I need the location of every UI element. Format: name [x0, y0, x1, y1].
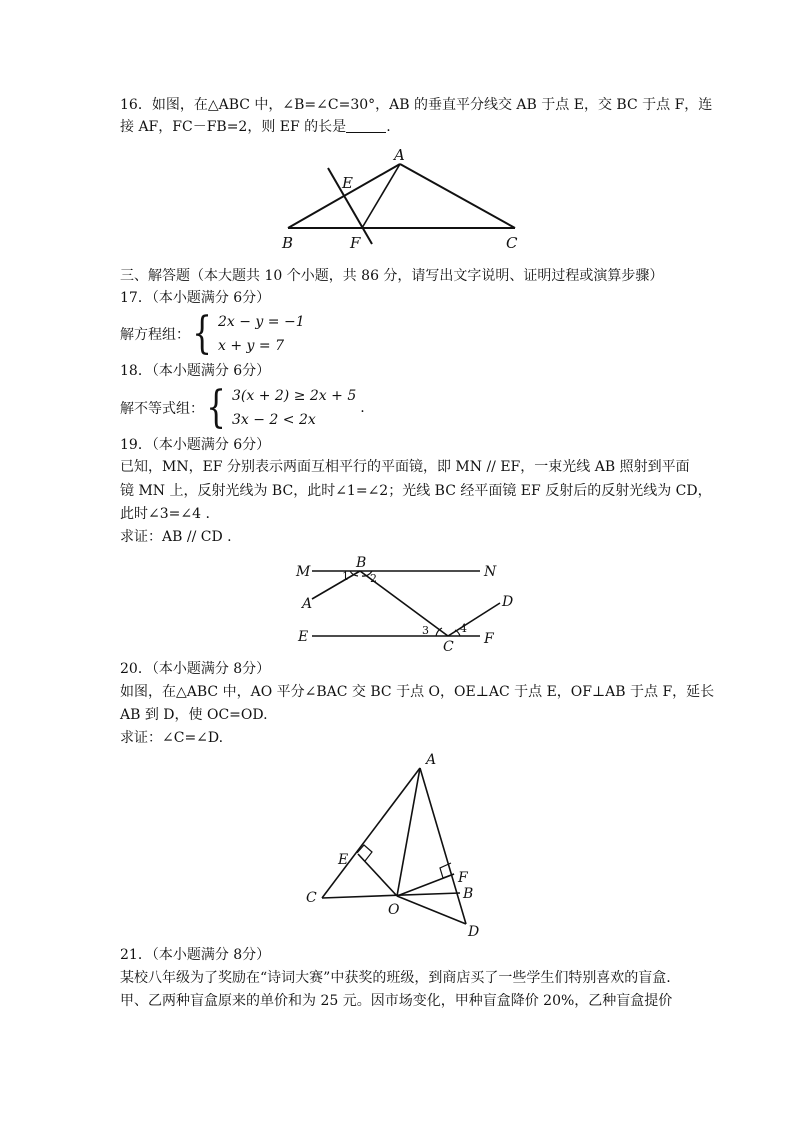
segment-od	[397, 896, 466, 924]
brace-icon: {	[192, 308, 212, 359]
q20-prove: 求证：∠C=∠D.	[120, 730, 224, 746]
ray-ab	[312, 571, 360, 599]
label-o: O	[388, 902, 400, 918]
label-f: F	[458, 870, 468, 886]
section-title: 三、解答题（本大题共 10 个小题，共 86 分，请写出文字说明、证明过程或演算步骤）	[120, 268, 664, 284]
label-e: E	[298, 629, 309, 645]
q16-line1: 16．如图，在△ABC 中，∠B=∠C=30°，AB 的垂直平分线交 AB 于点 E，交 BC 于点 F，连	[120, 97, 713, 113]
label-f: F	[484, 631, 494, 647]
label-c: C	[443, 639, 454, 655]
segment-ao	[397, 768, 420, 896]
q18-equations	[232, 384, 356, 432]
label-d: D	[502, 594, 514, 610]
q16-figure	[270, 140, 540, 255]
q16-line2-end: .	[386, 119, 391, 135]
q16-line2	[120, 116, 680, 138]
label-e: E	[338, 852, 349, 868]
q19-prove: 求证：AB // CD .	[120, 529, 232, 545]
label-4: 4	[460, 622, 467, 635]
label-a: A	[426, 752, 437, 768]
label-a: A	[302, 596, 313, 612]
side-ad	[420, 768, 466, 924]
q19-line1: 已知，MN，EF 分别表示两面互相平行的平面镜，即 MN // EF，一束光线 AB 照射到平面	[120, 459, 690, 475]
q20-figure	[300, 750, 500, 940]
q17-header: 17．（本小题满分 6分）	[120, 290, 271, 306]
q20-header: 20．（本小题满分 8分）	[120, 661, 271, 677]
q19-header: 19．（本小题满分 6分）	[120, 437, 271, 453]
q18-eq2: 3x − 2 < 2x	[232, 412, 316, 428]
q18-system	[120, 384, 365, 432]
brace-icon: {	[206, 382, 226, 433]
q18-eq1: 3(x + 2) ≥ 2x + 5	[232, 388, 357, 404]
label-d: D	[468, 924, 480, 940]
label-2: 2	[370, 572, 377, 585]
q19-line2: 镜 MN 上，反射光线为 BC，此时∠1=∠2；光线 BC 经平面镜 EF 反射后的反射光线为 CD，	[120, 483, 712, 499]
q21-line1: 某校八年级为了奖励在“诗词大赛”中获奖的班级，到商店买了一些学生们特别喜欢的盲盒.	[120, 970, 671, 986]
label-a: A	[394, 146, 405, 164]
q17-equations	[218, 310, 305, 358]
q17-prompt: 解方程组：	[120, 327, 190, 343]
segment-af	[362, 164, 400, 228]
q21-line2: 甲、乙两种盲盒原来的单价和为 25 元。因市场变化，甲种盲盒降价 20%，乙种盲盒提价	[120, 993, 673, 1009]
segment-oe	[358, 854, 397, 896]
label-e: E	[342, 174, 353, 192]
label-b: B	[282, 234, 294, 252]
q19-figure	[290, 556, 520, 656]
side-ac	[400, 164, 515, 228]
q20-line1: 如图，在△ABC 中，AO 平分∠BAC 交 BC 于点 O，OE⊥AC 于点 E，OF⊥AB 于点 F，延长	[120, 684, 715, 700]
q21-header: 21．（本小题满分 8分）	[120, 947, 271, 963]
label-3: 3	[422, 624, 429, 637]
q19-line3: 此时∠3=∠4 .	[120, 506, 210, 522]
label-c: C	[306, 890, 317, 906]
label-f: F	[350, 234, 361, 252]
label-n: N	[484, 564, 497, 580]
q18-header: 18．（本小题满分 6分）	[120, 363, 271, 379]
side-ac	[322, 768, 420, 898]
label-b: B	[356, 555, 367, 571]
q20-line2: AB 到 D，使 OC=OD.	[120, 707, 268, 723]
q17-system	[120, 310, 305, 358]
label-1: 1	[342, 570, 349, 583]
q16-line2-text: 接 AF，FC－FB=2，则 EF 的长是	[120, 119, 347, 135]
q17-eq1: 2x − y = −1	[218, 314, 305, 330]
q17-eq2: x + y = 7	[218, 338, 284, 354]
segment-cb	[322, 893, 460, 898]
answer-blank	[346, 118, 386, 133]
label-c: C	[506, 234, 518, 252]
label-m: M	[296, 564, 311, 580]
q18-prompt: 解不等式组：	[120, 401, 204, 417]
label-b: B	[463, 886, 474, 902]
q18-tail: .	[360, 400, 365, 416]
